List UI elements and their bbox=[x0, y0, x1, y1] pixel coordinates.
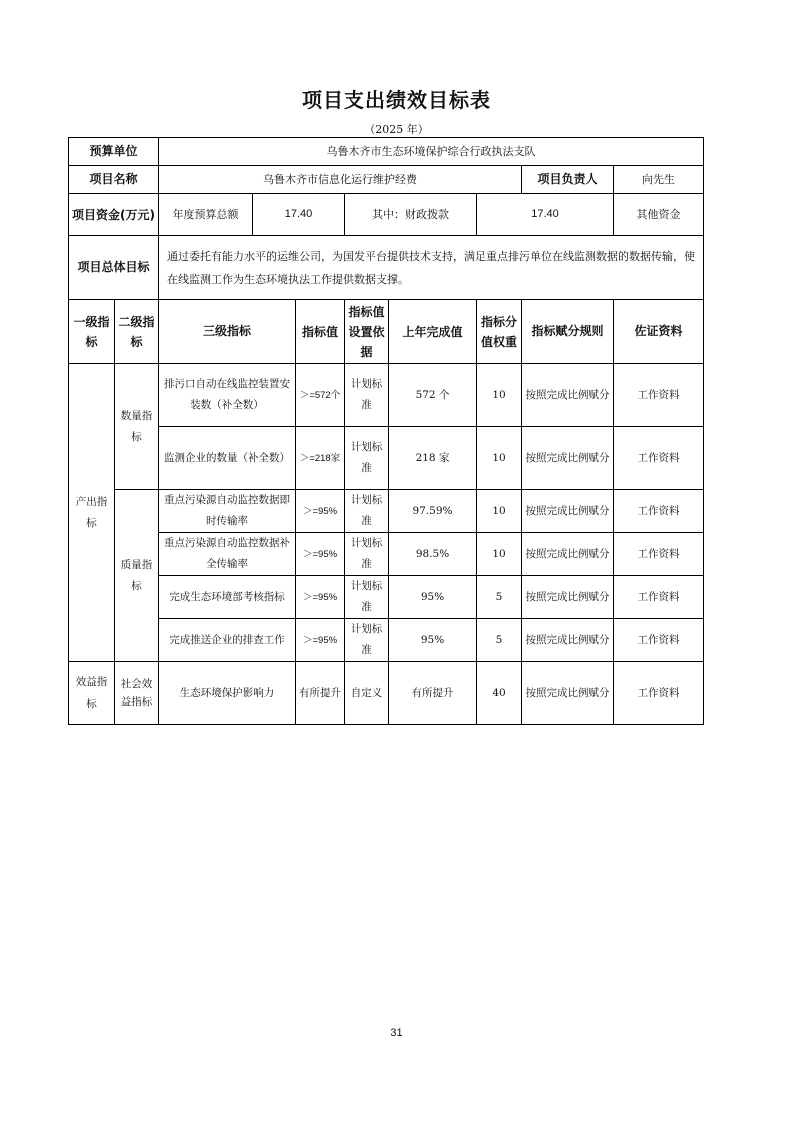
evidence-cell: 工作资料 bbox=[614, 619, 704, 662]
annual-budget-value: 17.40 bbox=[253, 194, 345, 236]
funds-label: 项目资金(万元) bbox=[69, 194, 159, 236]
table-row bbox=[69, 427, 704, 490]
evidence-cell: 工作资料 bbox=[614, 427, 704, 490]
group-benefit: 效益指标 bbox=[69, 662, 115, 725]
group-output: 产出指标 bbox=[69, 364, 115, 662]
goal-value: 通过委托有能力水平的运维公司，为国发平台提供技术支持，满足重点排污单位在线监测数据的数据传输，使在线监测工作为生态环境执法工作提供数据支撑。 bbox=[159, 236, 704, 300]
evidence-cell: 工作资料 bbox=[614, 662, 704, 725]
value-cell: ＞=95% bbox=[296, 619, 345, 662]
table-row bbox=[69, 619, 704, 662]
manager-value: 向先生 bbox=[614, 166, 704, 194]
rule-cell: 按照完成比例赋分 bbox=[522, 364, 614, 427]
basis-cell: 计划标准 bbox=[345, 364, 389, 427]
other-label: 其他资金 bbox=[614, 194, 704, 236]
weight-cell: 5 bbox=[477, 619, 522, 662]
rule-cell: 按照完成比例赋分 bbox=[522, 427, 614, 490]
page-title: 项目支出绩效目标表 bbox=[302, 88, 491, 112]
last-year-cell: 572 个 bbox=[389, 364, 477, 427]
level3-cell: 完成推送企业的排查工作 bbox=[159, 619, 296, 662]
col-basis: 指标值设置依据 bbox=[345, 300, 389, 364]
value-cell: ＞=218家 bbox=[296, 427, 345, 490]
col-last-year: 上年完成值 bbox=[389, 300, 477, 364]
basis-cell: 计划标准 bbox=[345, 533, 389, 576]
evidence-cell: 工作资料 bbox=[614, 576, 704, 619]
table-row bbox=[69, 364, 704, 427]
goal-label: 项目总体目标 bbox=[69, 236, 159, 300]
col-value: 指标值 bbox=[296, 300, 345, 364]
rule-cell: 按照完成比例赋分 bbox=[522, 490, 614, 533]
col-level1: 一级指标 bbox=[69, 300, 115, 364]
rule-cell: 按照完成比例赋分 bbox=[522, 662, 614, 725]
col-level2: 二级指标 bbox=[115, 300, 159, 364]
project-name-label: 项目名称 bbox=[69, 166, 159, 194]
rule-cell: 按照完成比例赋分 bbox=[522, 533, 614, 576]
value-cell: ＞=572个 bbox=[296, 364, 345, 427]
annual-budget-label: 年度预算总额 bbox=[159, 194, 253, 236]
level3-cell: 生态环境保护影响力 bbox=[159, 662, 296, 725]
year-label: （2025 年） bbox=[364, 123, 429, 136]
last-year-cell: 95% bbox=[389, 619, 477, 662]
basis-cell: 计划标准 bbox=[345, 619, 389, 662]
last-year-cell: 98.5% bbox=[389, 533, 477, 576]
col-weight: 指标分值权重 bbox=[477, 300, 522, 364]
weight-cell: 40 bbox=[477, 662, 522, 725]
level3-cell: 排污口自动在线监控装置安装数（补全数） bbox=[159, 364, 296, 427]
last-year-cell: 97.59% bbox=[389, 490, 477, 533]
basis-cell: 自定义 bbox=[345, 662, 389, 725]
evidence-cell: 工作资料 bbox=[614, 364, 704, 427]
evidence-cell: 工作资料 bbox=[614, 533, 704, 576]
level3-cell: 完成生态环境部考核指标 bbox=[159, 576, 296, 619]
fiscal-value: 17.40 bbox=[477, 194, 614, 236]
performance-table bbox=[68, 137, 704, 725]
budget-unit-value: 乌鲁木齐市生态环境保护综合行政执法支队 bbox=[159, 138, 704, 166]
fiscal-label: 其中：财政拨款 bbox=[345, 194, 477, 236]
rule-cell: 按照完成比例赋分 bbox=[522, 576, 614, 619]
project-name-value: 乌鲁木齐市信息化运行维护经费 bbox=[159, 166, 522, 194]
value-cell: ＞=95% bbox=[296, 576, 345, 619]
rule-cell: 按照完成比例赋分 bbox=[522, 619, 614, 662]
page-number: 31 bbox=[390, 1027, 403, 1039]
weight-cell: 5 bbox=[477, 576, 522, 619]
basis-cell: 计划标准 bbox=[345, 427, 389, 490]
value-cell: ＞=95% bbox=[296, 533, 345, 576]
level3-cell: 监测企业的数量（补全数） bbox=[159, 427, 296, 490]
value-cell: ＞=95% bbox=[296, 490, 345, 533]
table-row bbox=[69, 490, 704, 533]
col-rule: 指标赋分规则 bbox=[522, 300, 614, 364]
weight-cell: 10 bbox=[477, 364, 522, 427]
last-year-cell: 218 家 bbox=[389, 427, 477, 490]
budget-unit-label: 预算单位 bbox=[69, 138, 159, 166]
weight-cell: 10 bbox=[477, 533, 522, 576]
level3-cell: 重点污染源自动监控数据即时传输率 bbox=[159, 490, 296, 533]
col-evidence: 佐证资料 bbox=[614, 300, 704, 364]
basis-cell: 计划标准 bbox=[345, 490, 389, 533]
weight-cell: 10 bbox=[477, 490, 522, 533]
level3-cell: 重点污染源自动监控数据补全传输率 bbox=[159, 533, 296, 576]
weight-cell: 10 bbox=[477, 427, 522, 490]
evidence-cell: 工作资料 bbox=[614, 490, 704, 533]
last-year-cell: 有所提升 bbox=[389, 662, 477, 725]
group-social: 社会效益指标 bbox=[115, 662, 159, 725]
value-cell: 有所提升 bbox=[296, 662, 345, 725]
table-row bbox=[69, 662, 704, 725]
table-row bbox=[69, 533, 704, 576]
group-quantity: 数量指标 bbox=[115, 364, 159, 490]
last-year-cell: 95% bbox=[389, 576, 477, 619]
basis-cell: 计划标准 bbox=[345, 576, 389, 619]
col-level3: 三级指标 bbox=[159, 300, 296, 364]
manager-label: 项目负责人 bbox=[522, 166, 614, 194]
table-row bbox=[69, 576, 704, 619]
group-quality: 质量指标 bbox=[115, 490, 159, 662]
